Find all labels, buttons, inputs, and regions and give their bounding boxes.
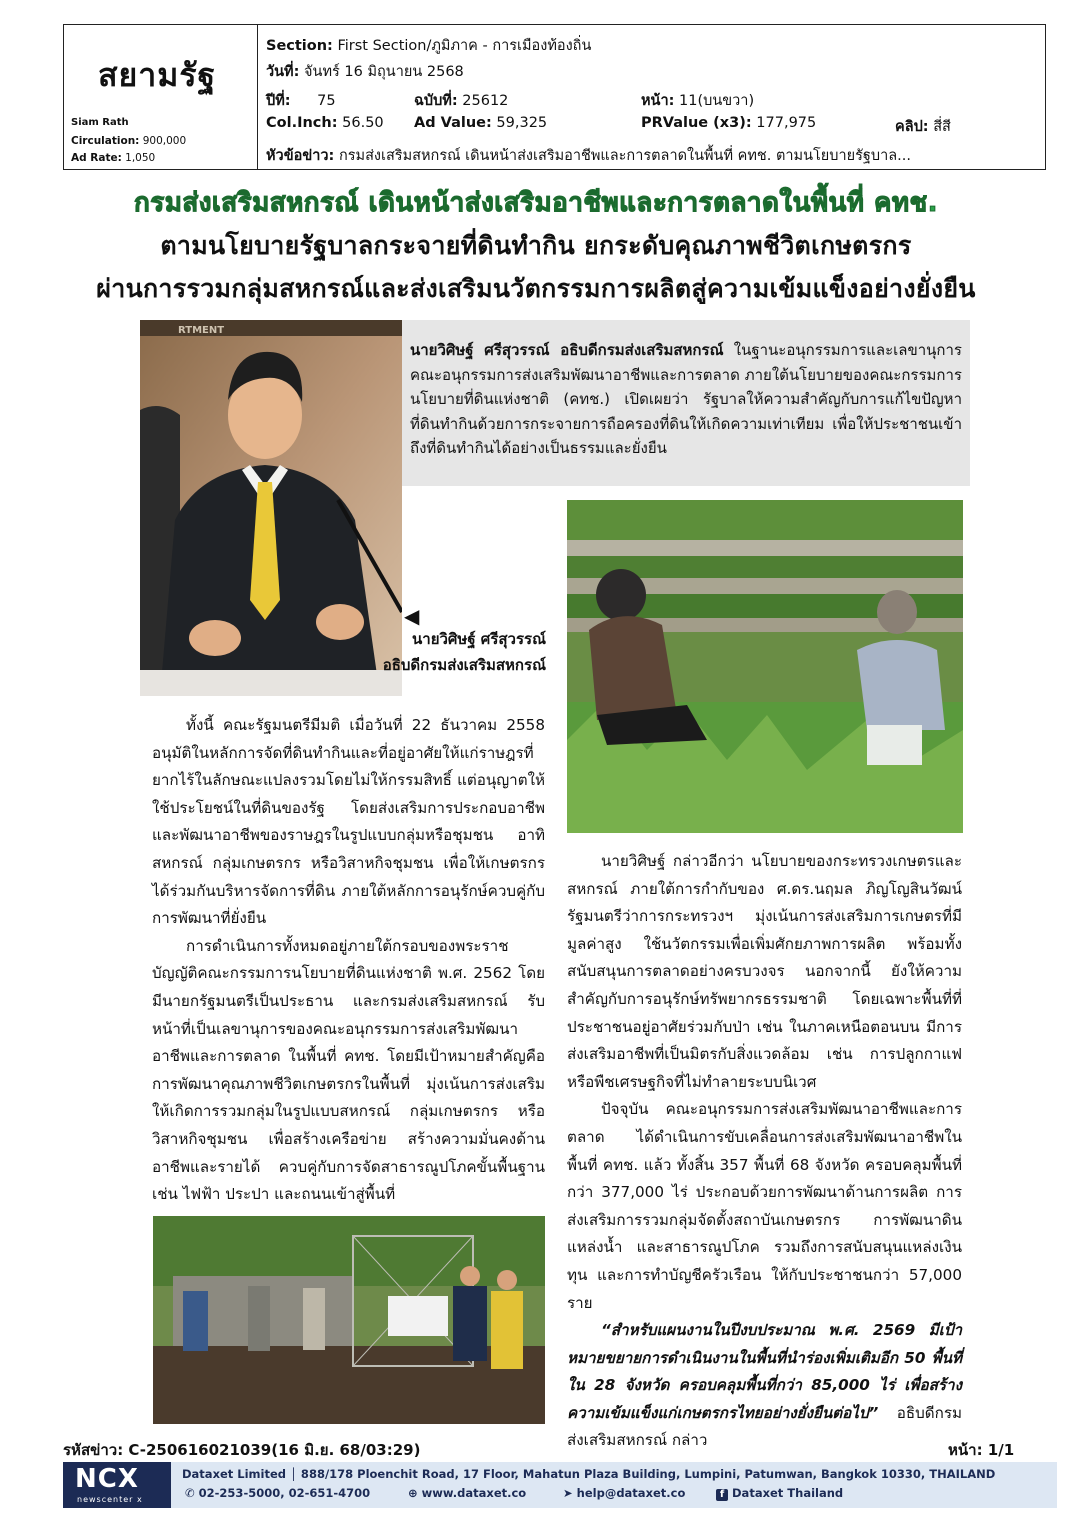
caption-pointer-icon: ◀ xyxy=(404,604,420,628)
circulation: Circulation: 900,000 xyxy=(71,135,187,147)
company-address: Dataxet Limited │ 888/178 Ploenchit Road, 17 Floor, Mahatun Plaza Building, Lumpini, Patumwan, Bangkok 10330, THAILAND xyxy=(182,1467,996,1481)
send-icon: ➤ xyxy=(563,1486,573,1500)
headline-field: หัวข้อข่าว: กรมส่งเสริมสหกรณ์ เดินหน้าส่งเสริมอาชีพและการตลาดในพื้นที่ คทช. ตามนโยบายรัฐบาล... xyxy=(266,148,911,164)
caption-title: อธิบดีกรมส่งเสริมสหกรณ์ xyxy=(382,656,546,674)
date-line: วันที่: จันทร์ 16 มิถุนายน 2568 xyxy=(266,64,464,80)
left-column xyxy=(152,712,545,1209)
headline-green: กรมส่งเสริมสหกรณ์ เดินหน้าส่งเสริมอาชีพและการตลาดในพื้นที่ คทช. xyxy=(133,188,939,218)
colinch-field: Col.Inch: 56.50 xyxy=(266,115,384,131)
globe-icon: ⊕ xyxy=(408,1486,418,1500)
field-visit-photo xyxy=(153,1216,545,1424)
email-link[interactable]: ➤ help@dataxet.co xyxy=(563,1486,686,1500)
caption-name: นายวิศิษฐ์ ศรีสุวรรณ์ xyxy=(412,630,546,648)
website-link[interactable]: ⊕ www.dataxet.co xyxy=(408,1486,527,1500)
news-id: รหัสข่าว: C-250616021039(16 มิ.ย. 68/03:29) xyxy=(63,1441,421,1459)
newspaper-logo: สยามรัฐ xyxy=(98,56,217,94)
quote-paragraph: “สำหรับแผนงานในปีงบประมาณ พ.ศ. 2569 มีเป้าหมายขยายการดำเนินงานในพื้นที่นำร่องเพิ่มเติมอีก 50 พื้นที่ ใน 28 จังหวัด ครอบคลุมพื้นที่กว่า 85,000 ไร่ เพื่อสร้างความเข้มแข็งแก่เกษตรกรไทยอย่างยั่งยืนต่อไป” อธิบดีกรมส่งเสริมสหกรณ์ กล่าว xyxy=(567,1321,962,1450)
facebook-icon: f xyxy=(716,1489,728,1501)
phone-icon: ✆ xyxy=(185,1486,195,1500)
prvalue-field: PRValue (x3): 177,975 xyxy=(641,115,817,131)
farmers-photo xyxy=(567,500,963,833)
paragraph: ปัจจุบัน คณะอนุกรรมการส่งเสริมพัฒนาอาชีพและการตลาด ได้ดำเนินการขับเคลื่อนการส่งเสริมพัฒนาอาชีพในพื้นที่ คทช. แล้ว ทั้งสิ้น 357 พื้นที่ 68 จังหวัด ครอบคลุมพื้นที่กว่า 377,000 ไร่ ประกอบด้วยการพัฒนาด้านการผลิต การส่งเสริมการรวมกลุ่มจัดตั้งสถาบันเกษตรกร การพัฒนาดิน แหล่งน้ำ และสาธารณูปโภค รวมถึงการสนับสนุนแหล่งเงินทุน และการทำบัญชีครัวเรือน ให้กับประชาชนกว่า 57,000 ราย xyxy=(567,1100,962,1312)
issue-field: ฉบับที่: 25612 xyxy=(414,93,509,109)
facebook-link[interactable]: f Dataxet Thailand xyxy=(716,1486,843,1501)
year-field: ปีที่: 75 xyxy=(266,93,336,109)
page-number: หน้า: 1/1 xyxy=(948,1441,1015,1459)
clip-field: คลิป: สี่สี xyxy=(895,119,951,135)
right-column xyxy=(567,848,962,1455)
ncx-logo: NCX newscenter x xyxy=(63,1462,171,1508)
publication-name: Siam Rath xyxy=(71,117,129,128)
paragraph: การดำเนินการทั้งหมดอยู่ภายใต้กรอบของพระราชบัญญัติคณะกรรมการนโยบายที่ดินแห่งชาติ พ.ศ. 2562 โดยมีนายกรัฐมนตรีเป็นประธาน และกรมส่งเสริมสหกรณ์ รับหน้าที่เป็นเลขานุการของคณะอนุกรรมการส่งเสริมพัฒนาอาชีพและการตลาด ในพื้นที่ คทช. โดยมีเป้าหมายสำคัญคือ การพัฒนาคุณภาพชีวิตเกษตรกรในพื้นที่ มุ่งเน้นการส่งเสริมให้เกิดการรวมกลุ่มในรูปแบบสหกรณ์ กลุ่มเกษตรกร หรือวิสาหกิจชุมชน เพื่อสร้างเครือข่าย สร้างความมั่นคงด้านอาชีพและรายได้ ควบคู่กับการจัดสาธารณูปโภคขั้นพื้นฐาน เช่น ไฟฟ้า ประปา และถนนเข้าสู่พื้นที่ xyxy=(152,936,545,1204)
photo-caption xyxy=(300,626,546,678)
section-line: Section: First Section/ภูมิภาค - การเมืองท้องถิ่น xyxy=(266,38,592,54)
ad-rate: Ad Rate: 1,050 xyxy=(71,152,156,164)
paragraph: ทั้งนี้ คณะรัฐมนตรีมีมติ เมื่อวันที่ 22 ธันวาคม 2558 อนุมัติในหลักการจัดที่ดินทำกินและที่อยู่อาศัยให้แก่ราษฎรที่ยากไร้ในลักษณะแปลงรวมโดยไม่ให้กรรมสิทธิ์ แต่อนุญาตให้ใช้ประโยชน์ในที่ดินของรัฐ โดยส่งเสริมการประกอบอาชีพและพัฒนาอาชีพของราษฎรในรูปแบบกลุ่มหรือชุมชน อาทิ สหกรณ์ กลุ่มเกษตรกร หรือวิสาหกิจชุมชน เพื่อให้เกษตรกรได้ร่วมกันบริหารจัดการที่ดิน ภายใต้หลักการอนุรักษ์ควบคู่กับการพัฒนาที่ยั่งยืน xyxy=(152,716,545,928)
headline-line-3: ผ่านการรวมกลุ่มสหกรณ์และส่งเสริมนวัตกรรมการผลิตสู่ความเข้มแข็งอย่างยั่งยืน xyxy=(96,274,976,303)
wall-sign-text: RTMENT xyxy=(178,325,225,336)
headline-line-2: ตามนโยบายรัฐบาลกระจายที่ดินทำกิน ยกระดับคุณภาพชีวิตเกษตรกร xyxy=(160,231,912,260)
lead-paragraph: นายวิศิษฐ์ ศรีสุวรรณ์ อธิบดีกรมส่งเสริมสหกรณ์ ในฐานะอนุกรรมการและเลขานุการคณะอนุกรรมการส่งเสริมพัฒนาอาชีพและการตลาด ภายใต้นโยบายของคณะกรรมการนโยบายที่ดินแห่งชาติ (คทช.) เปิดเผยว่า รัฐบาลให้ความสำคัญกับการแก้ไขปัญหาที่ดินทำกินด้วยการกระจายการถือครองที่ดินให้เกิดความเท่าเทียม เพื่อให้ประชาชนเข้าถึงที่ดินทำกินได้อย่างเป็นธรรมและยั่งยืน xyxy=(410,341,962,457)
phone-contact[interactable]: ✆ 02-253-5000, 02-651-4700 xyxy=(185,1486,371,1500)
paragraph: นายวิศิษฐ์ กล่าวอีกว่า นโยบายของกระทรวงเกษตรและสหกรณ์ ภายใต้การกำกับของ ศ.ดร.นฤมล ภิญโญสินวัฒน์ รัฐมนตรีว่าการกระทรวงฯ มุ่งเน้นการส่งเสริมการเกษตรที่มีมูลค่าสูง ใช้นวัตกรรมเพื่อเพิ่มศักยภาพการผลิต พร้อมทั้งสนับสนุนการตลาดอย่างครบวงจร นอกจากนี้ ยังให้ความสำคัญกับการอนุรักษ์ทรัพยากรธรรมชาติ โดยเฉพาะพื้นที่ที่ประชาชนอยู่อาศัยร่วมกับป่า เช่น ในภาคเหนือตอนบน มีการส่งเสริมอาชีพที่เป็นมิตรกับสิ่งแวดล้อม เช่น การปลูกกาแฟหรือพืชเศรษฐกิจที่ไม่ทำลายระบบนิเวศ xyxy=(567,852,962,1091)
advalue-field: Ad Value: 59,325 xyxy=(414,115,548,131)
page-field: หน้า: 11(บนขวา) xyxy=(641,93,755,109)
